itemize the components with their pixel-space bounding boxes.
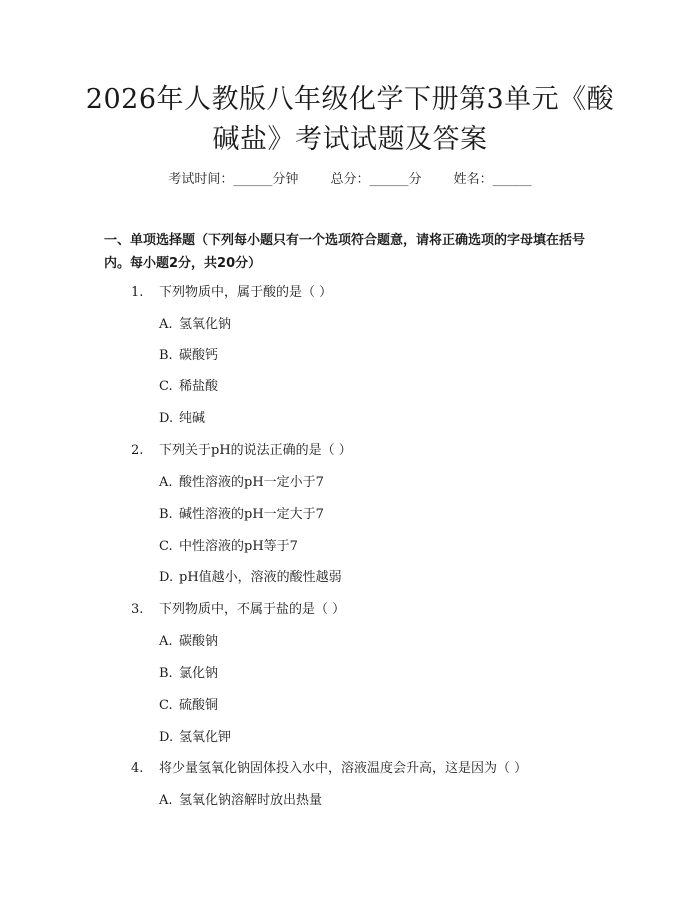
question-text: 下列物质中，属于酸的是（ ）	[159, 285, 333, 300]
option-text: 硫酸铜	[179, 698, 219, 713]
option-text: 中性溶液的pH等于7	[179, 539, 298, 554]
option-text: 氢氧化钠	[179, 317, 232, 332]
question-number: 4.	[131, 761, 144, 776]
question-number: 1.	[131, 285, 144, 300]
student-name-field: 姓名：______	[453, 172, 532, 187]
option-text: 氢氧化钾	[179, 730, 232, 745]
option-text: 碳酸钙	[179, 348, 219, 363]
exam-time-field: 考试时间：______分钟	[168, 172, 299, 187]
option-3d	[159, 729, 231, 747]
option-3a	[159, 633, 218, 651]
option-text: 稀盐酸	[179, 379, 219, 394]
option-2a	[159, 474, 324, 492]
option-letter: D.	[159, 730, 174, 745]
question-text: 下列物质中，不属于盐的是（ ）	[159, 602, 346, 617]
option-letter: C.	[159, 379, 173, 394]
question-4	[131, 760, 527, 778]
title-line-1: 2026年人教版八年级化学下册第3单元《酸	[85, 84, 615, 115]
option-text: 氯化钠	[179, 666, 219, 681]
option-letter: A.	[159, 317, 173, 332]
page-title	[60, 80, 640, 160]
question-text: 下列关于pH的说法正确的是（ ）	[159, 443, 352, 458]
question-number: 2.	[131, 443, 144, 458]
option-1d	[159, 410, 205, 428]
question-2	[131, 442, 352, 460]
option-3c	[159, 697, 218, 715]
question-text: 将少量氢氧化钠固体投入水中，溶液温度会升高，这是因为（ ）	[159, 761, 528, 776]
option-text: 氢氧化钠溶解时放出热量	[179, 793, 323, 808]
option-letter: A.	[159, 475, 173, 490]
option-2d	[159, 569, 342, 587]
option-1b	[159, 347, 218, 365]
option-text: 碱性溶液的pH一定大于7	[179, 507, 324, 522]
option-text: pH值越小，溶液的酸性越弱	[179, 570, 342, 585]
option-letter: B.	[159, 666, 173, 681]
option-3b	[159, 665, 218, 683]
total-score-field: 总分：______分	[330, 172, 422, 187]
option-letter: C.	[159, 698, 173, 713]
option-1c	[159, 378, 218, 396]
option-letter: A.	[159, 793, 173, 808]
option-letter: C.	[159, 539, 173, 554]
option-text: 纯碱	[179, 411, 206, 426]
title-line-2: 碱盐》考试试题及答案	[212, 124, 488, 155]
option-letter: D.	[159, 570, 174, 585]
question-number: 3.	[131, 602, 144, 617]
exam-meta	[0, 168, 700, 187]
option-1a	[159, 316, 231, 334]
option-2b	[159, 506, 324, 524]
section-heading: 一、单项选择题（下列每小题只有一个选项符合题意，请将正确选项的字母填在括号内。每小题2分，共20分）	[104, 233, 586, 271]
option-letter: B.	[159, 348, 173, 363]
option-2c	[159, 538, 298, 556]
option-letter: D.	[159, 411, 174, 426]
option-text: 酸性溶液的pH一定小于7	[179, 475, 324, 490]
question-3	[131, 601, 345, 619]
option-letter: A.	[159, 634, 173, 649]
option-text: 碳酸钠	[179, 634, 219, 649]
option-letter: B.	[159, 507, 173, 522]
option-4a	[159, 792, 322, 810]
question-1	[131, 284, 332, 302]
